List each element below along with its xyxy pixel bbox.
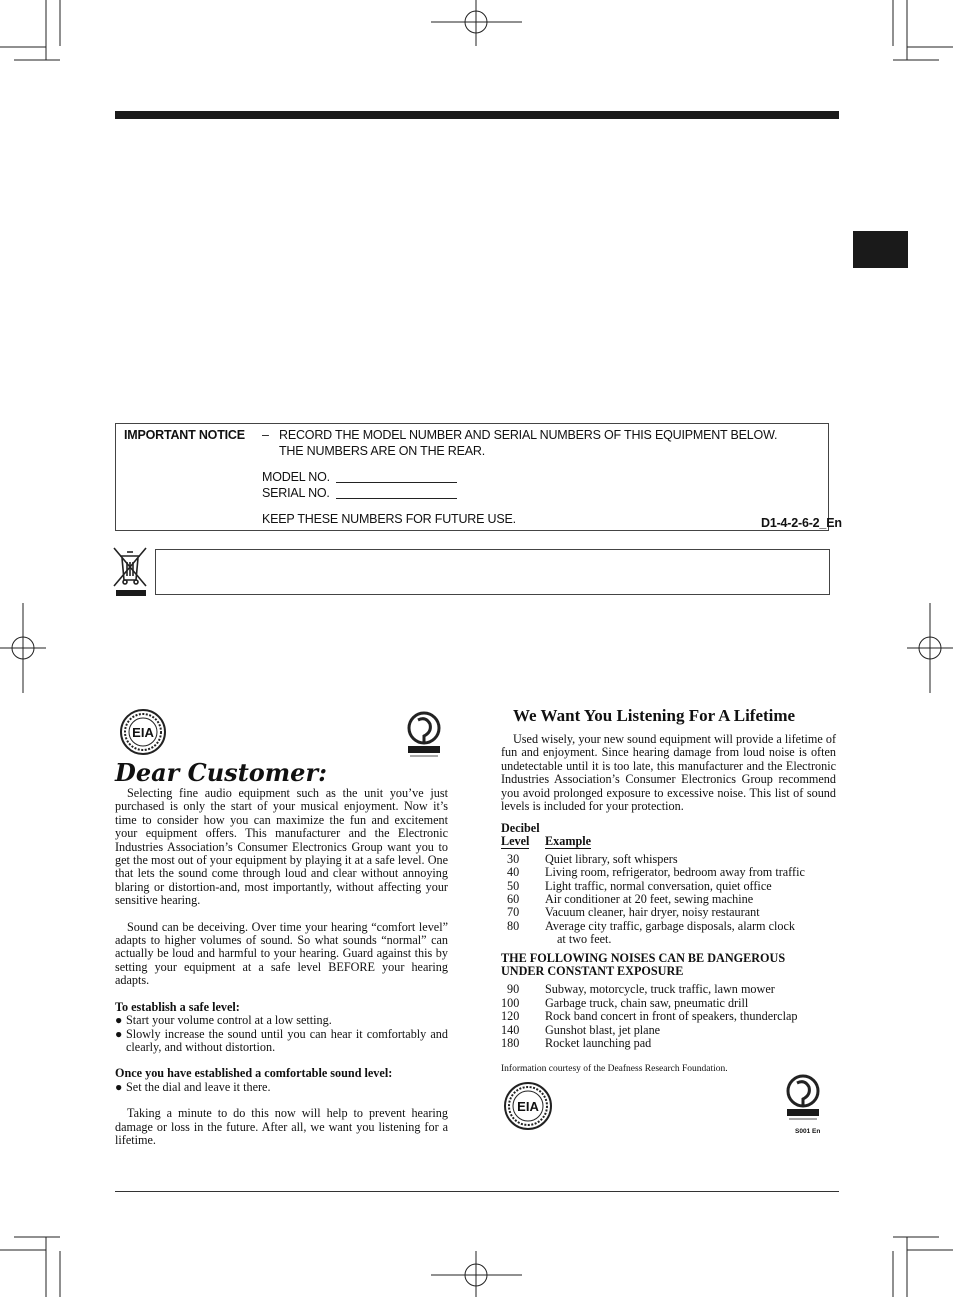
list-item: ● Slowly increase the sound until you can hear it comfortably and clearly, and without distortion. (115, 1026, 448, 1054)
listening-logo (404, 710, 444, 760)
col-decibel: Decibel (501, 821, 540, 835)
weee-notice-box (155, 549, 830, 595)
serial-number-line[interactable] (336, 498, 457, 499)
notice-line-2: THE NUMBERS ARE ON THE REAR. (279, 444, 486, 458)
svg-text:EIA: EIA (517, 1099, 539, 1114)
table-row: 40 Living room, refrigerator, bedroom away from traffic (507, 865, 805, 880)
danger-heading-1: THE FOLLOWING NOISES CAN BE DANGEROUS (501, 950, 786, 965)
lifetime-heading: We Want You Listening For A Lifetime (513, 706, 796, 725)
notice-title: IMPORTANT NOTICE (124, 428, 245, 442)
intro-text: Used wisely, your new sound equipment will provide a lifetime of fun and enjoyment. Since hearing damage from loud noise is often undetectable until it is too late, this manufacturer and the Electronic Industries Association’s Consumer Electronics Group recommend you avoid prolonged exposure to excessive noise. This list of sound levels is included for your protection. (501, 732, 836, 814)
table-row: 90 Subway, motorcycle, truck traffic, lawn mower (507, 982, 775, 997)
comfort-level-paragraph: Sound can be deceiving. Over time your hearing “comfort level” adapts to higher volumes of sound. So what sounds “normal” can actually be loud and harmful to your hearing. Guard against this by setting your equipment at a safe level BEFORE your hearing adapts. (115, 919, 448, 988)
list-item: ● Start your volume control at a low setting. (115, 1013, 332, 1028)
table-row: 70 Vacuum cleaner, hair dryer, noisy restaurant (507, 905, 760, 920)
notice-keep: KEEP THESE NUMBERS FOR FUTURE USE. (262, 512, 516, 526)
model-label: MODEL NO. (262, 470, 330, 484)
table-row: 100 Garbage truck, chain saw, pneumatic drill (501, 995, 749, 1010)
left-column (115, 787, 448, 1147)
eia-logo (503, 1081, 553, 1131)
notice-line-1: RECORD THE MODEL NUMBER AND SERIAL NUMBERS OF THIS EQUIPMENT BELOW. (279, 428, 778, 442)
courtesy-note: Information courtesy of the Deafness Research Foundation. (501, 1064, 728, 1074)
model-number-line[interactable] (336, 482, 457, 483)
eia-logo (119, 708, 167, 756)
listening-logo (783, 1073, 823, 1125)
crossed-bin-icon (112, 546, 150, 598)
table-row: 140 Gunshot blast, jet plane (501, 1022, 661, 1037)
table-row: 60 Air conditioner at 20 feet, sewing machine (507, 892, 754, 907)
right-intro (501, 733, 836, 813)
footer-rule (115, 1191, 839, 1192)
notice-code: D1-4-2-6-2_En (761, 516, 842, 530)
col-level: Level (501, 834, 530, 849)
language-tab (853, 231, 908, 268)
comfort-level-heading: Once you have established a comfortable sound level: (115, 1066, 393, 1081)
table-row: 80 Average city traffic, garbage disposals, alarm clock (507, 918, 795, 933)
salutation: Dear Customer: (115, 758, 327, 787)
serial-label: SERIAL NO. (262, 486, 330, 500)
table-row: 180 Rocket launching pad (501, 1036, 652, 1051)
important-notice-box (115, 423, 842, 531)
table-row: 120 Rock band concert in front of speakers, thunderclap (501, 1009, 798, 1024)
intro-paragraph: Selecting fine audio equipment such as the unit you’ve just purchased is only the start of your musical enjoyment. Now it’s time to consider how you can maximize the fun and excitement your equipment offers. This manufacturer and the Electronic Industries Association’s Consumer Electronics Group want you to get the most out of your equipment by playing it at a safe level. One that lets the sound come through loud and clear without annoying blaring or distortion-and, most importantly, without affecting your sensitive hearing. (115, 786, 448, 908)
danger-heading-2: UNDER CONSTANT EXPOSURE (501, 964, 684, 979)
table-row: 30 Quiet library, soft whispers (507, 851, 678, 866)
table-row: 50 Light traffic, normal conversation, quiet office (507, 878, 772, 893)
notice-dash: – (262, 428, 269, 442)
col-example: Example (545, 834, 592, 849)
footer-code: S001 En (795, 1128, 821, 1135)
table-row-continuation: at two feet. (557, 932, 612, 947)
svg-text:EIA: EIA (132, 725, 154, 740)
decibel-table (501, 822, 836, 1051)
closing-paragraph: Taking a minute to do this now will help to prevent hearing damage or loss in the future. After all, we want you listening for a lifetime. (115, 1106, 448, 1147)
header-rule (115, 111, 839, 119)
safe-level-heading: To establish a safe level: (115, 999, 240, 1014)
list-item: ● Set the dial and leave it there. (115, 1079, 271, 1094)
